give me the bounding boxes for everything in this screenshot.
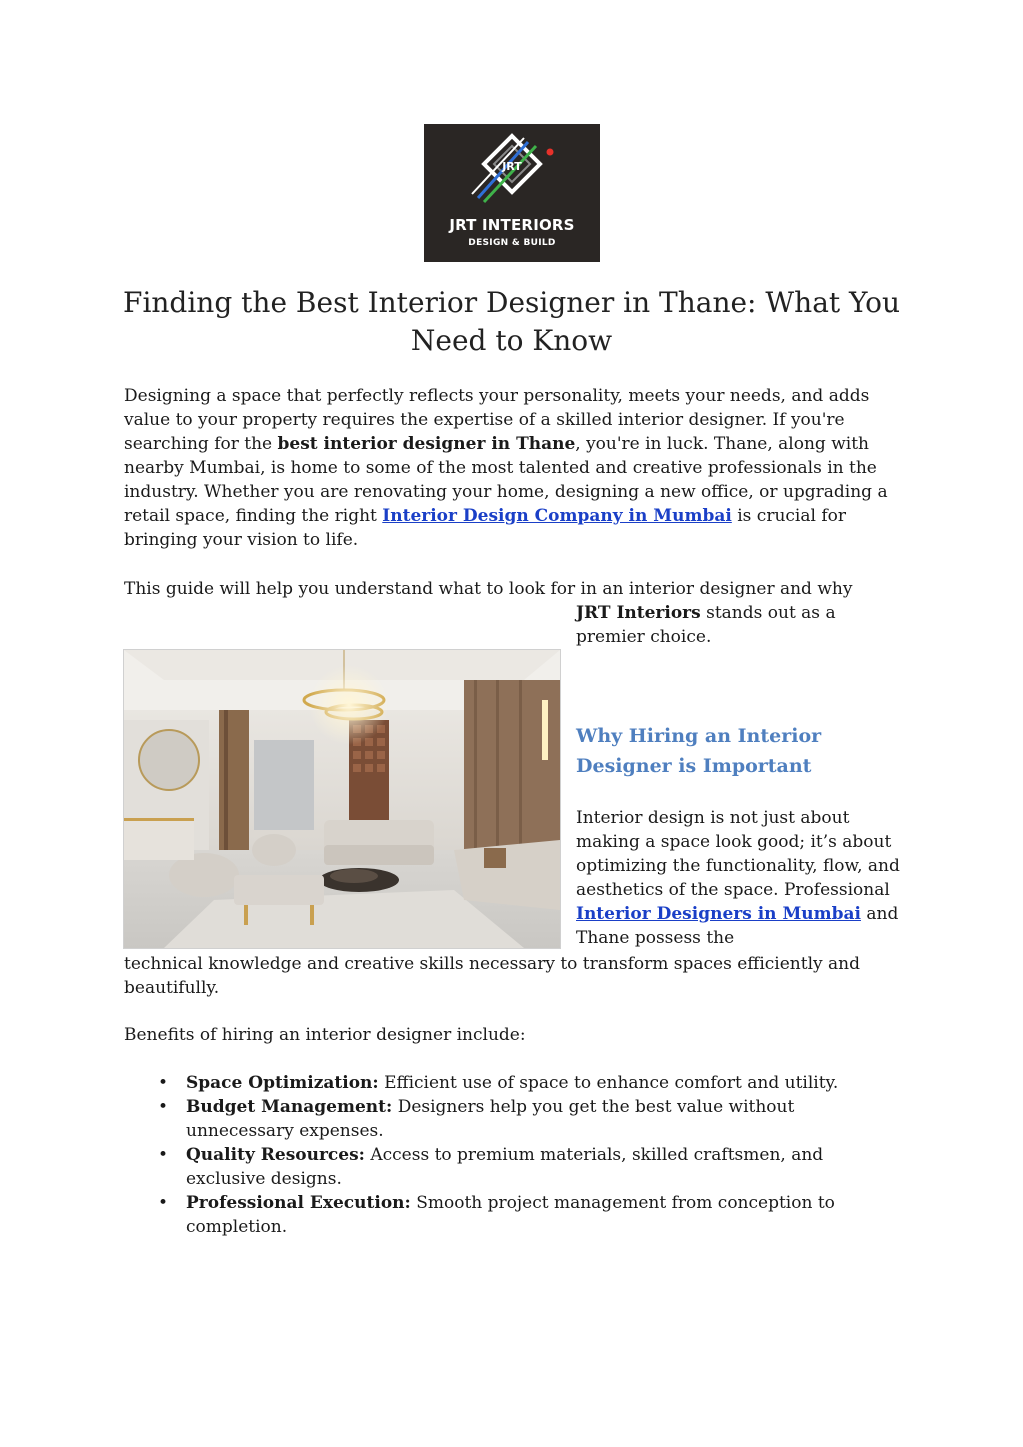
bullet-icon: • [158, 1145, 169, 1165]
living-room-image [123, 649, 561, 949]
benefit-label: Budget Management: [186, 1097, 393, 1117]
benefit-text: Designers help you get the best value without unnecessary expenses. [186, 1097, 795, 1141]
benefits-list [158, 1071, 858, 1239]
guide-paragraph-line: This guide will help you understand what to look for in an interior designer and why [124, 579, 853, 599]
list-item [158, 1095, 858, 1143]
section-paragraph-cont: technical knowledge and creative skills necessary to transform spaces efficiently and beautifully. [124, 954, 860, 998]
logo-brand-name: JRT INTERIORS [449, 216, 575, 234]
benefit-text: Efficient use of space to enhance comfort and utility. [378, 1073, 839, 1093]
benefit-label: Professional Execution: [186, 1193, 411, 1213]
company-logo [424, 124, 600, 262]
list-item [158, 1143, 858, 1191]
intro-text-3: is crucial for bringing your vision to life. [124, 506, 846, 550]
section-heading: Why Hiring an Interior Designer is Important [576, 725, 822, 777]
benefit-text: Smooth project management from conception to completion. [186, 1193, 835, 1237]
bullet-icon: • [158, 1193, 169, 1213]
list-item [158, 1071, 858, 1095]
intro-text-2: , you're in luck. Thane, along with nearby Mumbai, is home to some of the most talented and creative professionals in the industry. Whether you are renovating your home, designing a new office, or upgrading a retail space, finding the right [124, 434, 888, 526]
section-text-1: Interior design is not just about making a space look good; it’s about optimizing the functionality, flow, and aesthetics of the space. Professional [576, 808, 900, 900]
benefits-intro: Benefits of hiring an interior designer include: [124, 1025, 526, 1045]
interior-designers-mumbai-link[interactable]: Interior Designers in Mumbai [576, 904, 861, 924]
bullet-icon: • [158, 1073, 169, 1093]
intro-paragraph [124, 384, 904, 552]
guide-paragraph-cont [576, 601, 906, 649]
section-text-2: and Thane possess the [576, 904, 899, 948]
benefit-label: Quality Resources: [186, 1145, 365, 1165]
interior-design-company-link[interactable]: Interior Design Company in Mumbai [382, 506, 732, 526]
benefit-text: Access to premium materials, skilled craftsmen, and exclusive designs. [186, 1145, 824, 1189]
benefit-label: Space Optimization: [186, 1073, 379, 1093]
logo-mark-text: JRT [502, 160, 522, 173]
intro-bold-keyword: best interior designer in Thane [277, 434, 576, 454]
intro-text-1: Designing a space that perfectly reflects your personality, meets your needs, and adds value to your property requires the expertise of a skilled interior designer. If you're searching for the [124, 386, 870, 454]
guide-rest: stands out as a premier choice. [576, 603, 836, 647]
section-paragraph [576, 806, 906, 950]
list-item [158, 1191, 858, 1239]
logo-tagline: DESIGN & BUILD [468, 238, 556, 248]
bullet-icon: • [158, 1097, 169, 1117]
page-title: Finding the Best Interior Designer in Thane: What You Need to Know [123, 286, 900, 357]
brand-bold: JRT Interiors [576, 603, 701, 623]
